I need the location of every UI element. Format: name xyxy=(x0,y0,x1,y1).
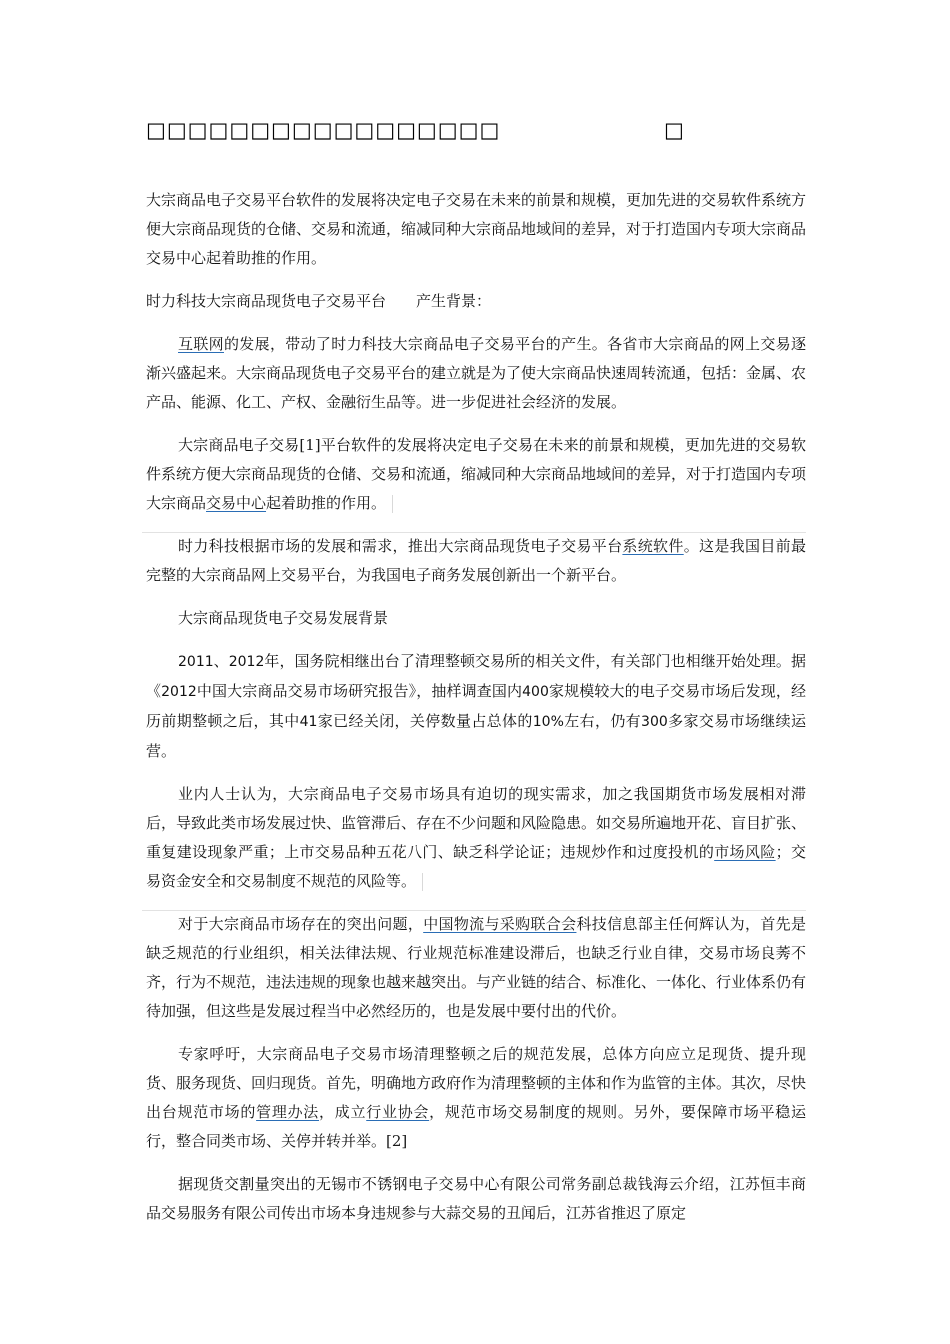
link-internet[interactable]: 互联网 xyxy=(178,335,224,353)
paragraph-prominent-issues xyxy=(146,910,806,1026)
paragraph-text: 起着助推的作用。 xyxy=(266,494,387,512)
revision-mark xyxy=(392,495,393,513)
link-logistics-federation[interactable]: 中国物流与采购联合会 xyxy=(423,915,577,933)
reference-link-2[interactable]: [2] xyxy=(386,1132,408,1150)
paragraph-wuxi-report: 据现货交割量突出的无锡市不锈钢电子交易中心有限公司常务副总裁钱海云介绍，江苏恒丰商品交易服务有限公司传出市场本身违规参与大蒜交易的丑闻后，江苏省推迟了原定 xyxy=(146,1175,806,1222)
revision-mark xyxy=(422,873,423,891)
paragraph-text: 平台软件的发展将决定电子交易在未来的前景和规模，更加先进的交易软件系统方便大宗商品现货的仓储、交易和流通，缩减同种大宗商品地域间的差异，对于打造国内专项大宗商品 xyxy=(146,436,807,512)
paragraph-expert-call xyxy=(146,1040,806,1156)
paragraph-text: ，规范市场交易制度的规则。另外，要保障市场平稳运行，整合同类市场、关停并转并举。 xyxy=(146,1103,806,1150)
paragraph-text: 时力科技根据市场的发展和需求，推出大宗商品现货电子交易平台 xyxy=(178,537,623,555)
link-industry-association[interactable]: 行业协会 xyxy=(366,1103,430,1121)
paragraph-text: 中国大宗商品交易市场研究报告》，抽样调查国内 xyxy=(196,682,523,700)
link-trading-center[interactable]: 交易中心 xyxy=(206,494,267,512)
paragraph-platform-software xyxy=(146,431,806,518)
link-management-measures[interactable]: 管理办法 xyxy=(256,1103,320,1121)
paragraph-text: 的发展，带动了时力科技大宗商品电子交易平台的产生。各省市大宗商品的网上交易逐渐兴盛起来。大宗商品现货电子交易平台的建立就是为了使大宗商品快速周转流通，包括：金属、农产品、能源、化工、产权、金融衍生品等。进一步促进社会经济的发展。 xyxy=(146,335,807,411)
title-row xyxy=(146,118,686,148)
paragraph-subheading-development: 大宗商品现货电子交易发展背景 xyxy=(178,609,389,627)
paragraph-text: 左右，仍有 xyxy=(563,712,642,730)
year-2012: 2012 xyxy=(228,654,265,670)
paragraph-statistics xyxy=(146,647,806,766)
paragraph-text: 。这是我国目前最完整的大宗商品网上交易平台，为我国电子商务发展创新出一个新平台。 xyxy=(146,537,806,584)
paragraph-industry-view xyxy=(146,780,806,896)
paragraph-text: 专家呼吁，大宗商品电子交易市场清理整顿之后的规范发展，总体方向应立足现货、提升现货、服务现货、回归现货。首先，明确地方政府作为清理整顿的主体和作为监管的主体。其次，尽快出台规范市场的 xyxy=(146,1045,807,1121)
link-market-risk[interactable]: 市场风险 xyxy=(714,843,776,861)
paragraph-text: 业内人士认为，大宗商品电子交易市场具有迫切的现实需求，加之我国期货市场发展相对滞后，导致此类市场发展过快、监管滞后、存在不少问题和风险隐患。如交易所遍地开花、盲目扩张、重复建设现象严重；上市交易品种五花八门、缺乏科学论证；违规炒作和过度投机的 xyxy=(146,785,807,861)
title-end-glyph: □ xyxy=(664,118,684,142)
count-400: 400 xyxy=(522,684,549,700)
paragraph-text: ；交易资金安全和交易制度不规范的风险等。 xyxy=(146,843,806,890)
paragraph-text: ，成立 xyxy=(319,1103,367,1121)
paragraph-text: 大宗商品电子交易 xyxy=(178,436,300,454)
paragraph-text: 对于大宗商品市场存在的突出问题， xyxy=(178,915,424,933)
paragraph-text: 家已经关闭，关停数量占总体的 xyxy=(317,712,533,730)
paragraph-subheading-background: 时力科技大宗商品现货电子交易平台 产生背景： xyxy=(146,292,492,310)
paragraph-shili-launch xyxy=(146,532,806,590)
count-41: 41 xyxy=(299,714,318,730)
paragraph-text: 科技信息部主任何辉认为，首先是缺乏规范的行业组织，相关法律法规、行业规范标准建设滞后，也缺乏行业自律，交易市场良莠不齐，行为不规范，违法违规的现象也越来越突出。与产业链的结合、标准化、一体化、行业体系仍有待加强，但这些是发展过程当中必然经历的，也是发展中要付出的代价。 xyxy=(146,915,807,1020)
paragraph-intro: 大宗商品电子交易平台软件的发展将决定电子交易在未来的前景和规模，更加先进的交易软件系统方便大宗商品现货的仓储、交易和流通，缩减同种大宗商品地域间的差异，对于打造国内专项大宗商品交易中心起着助推的作用。 xyxy=(146,191,807,267)
paragraph-text: 多家交易市场继续运营。 xyxy=(146,712,806,760)
reference-link-1[interactable]: [1] xyxy=(299,436,321,454)
link-system-software[interactable]: 系统软件 xyxy=(622,537,684,555)
paragraph-text: 家规模较大的电子交易市场后发现，经历前期整顿之后，其中 xyxy=(146,682,806,730)
report-year: 2012 xyxy=(161,684,197,700)
percent-10: 10% xyxy=(532,714,564,730)
paragraph-text: 、 xyxy=(213,652,229,670)
count-300: 300 xyxy=(641,714,668,730)
document-title: □□□□□□□□□□□□□□□□□ xyxy=(146,118,501,142)
paragraph-text: 年，国务院相继出台了清理整顿交易所的相关文件，有关部门也相继开始处理。据《 xyxy=(146,652,806,700)
year-2011: 2011 xyxy=(178,654,214,670)
document-body xyxy=(146,186,806,1242)
paragraph-internet xyxy=(146,330,806,417)
